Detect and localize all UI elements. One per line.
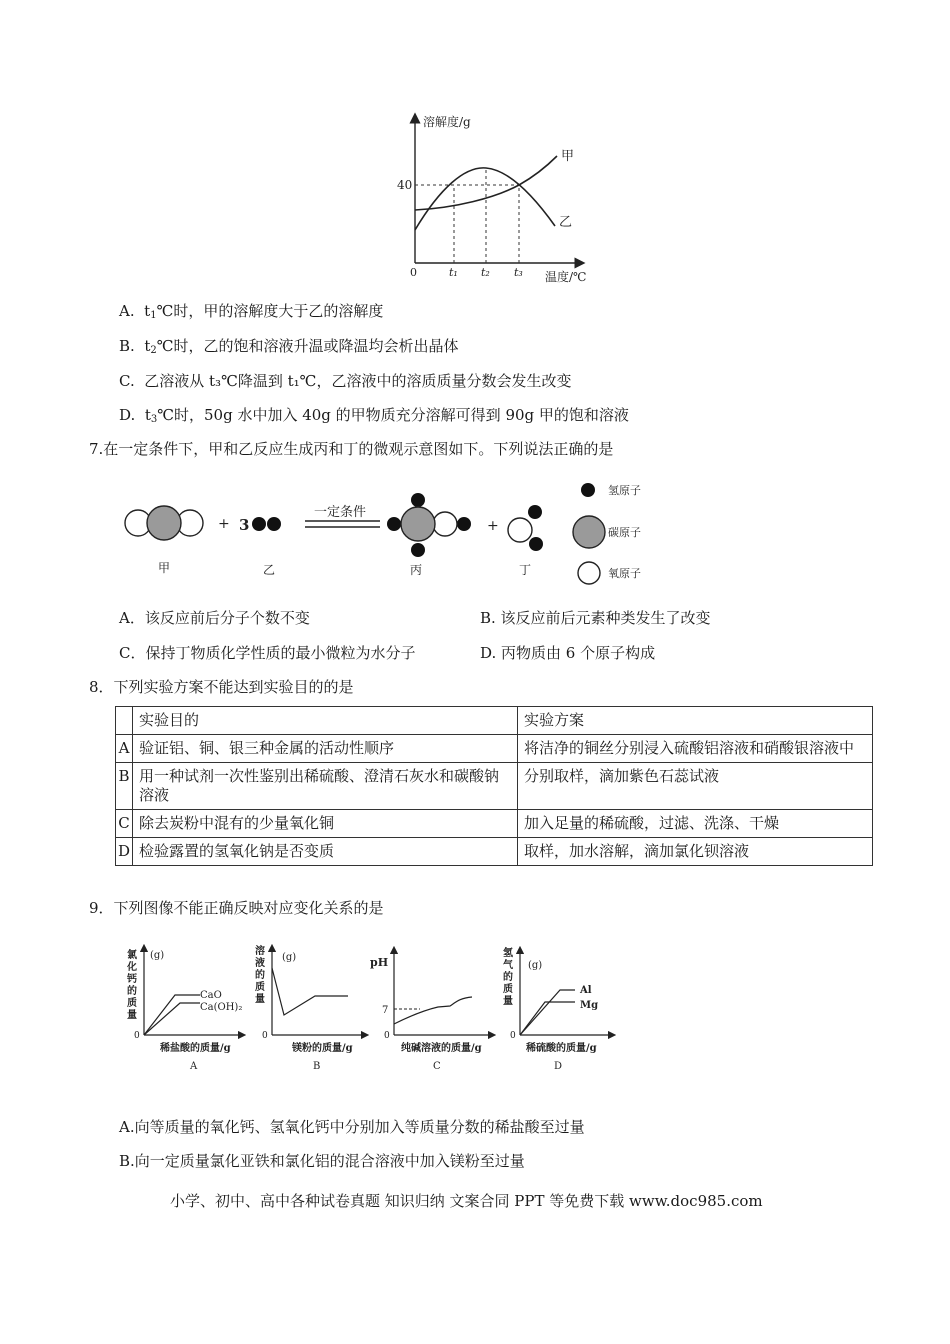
table-header-key <box>116 707 133 735</box>
table-row <box>116 838 873 866</box>
svg-text:气: 气 <box>503 960 513 971</box>
row-key: A <box>116 735 133 763</box>
molecule-yi <box>252 517 281 531</box>
solubility-graph <box>385 108 595 288</box>
svg-text:B: B <box>313 1061 321 1072</box>
label-jia: 甲 <box>561 149 575 164</box>
row-goal: 检验露置的氢氧化钠是否变质 <box>133 838 518 866</box>
svg-text:量: 量 <box>127 1010 137 1021</box>
x-tick-t3: t₃ <box>514 266 523 279</box>
name-jia: 甲 <box>158 561 171 575</box>
svg-text:(g): (g) <box>150 950 165 961</box>
q6-option-d: D. $t_3℃$时，50g 水中加入 40g 的甲物质充分溶解可得到 90g 甲的饱和溶液 <box>119 406 629 425</box>
svg-text:D: D <box>554 1061 563 1072</box>
table-header-plan: 实验方案 <box>518 707 873 735</box>
coef-3: 3 <box>239 516 250 534</box>
label-yi: 乙 <box>559 215 573 230</box>
svg-text:(g): (g) <box>528 960 543 971</box>
graph-b <box>255 944 365 1072</box>
legend-oxygen-label: 氧原子 <box>608 567 641 580</box>
table-header-goal: 实验目的 <box>133 707 518 735</box>
row-plan: 将洁净的铜丝分别浸入硫酸铝溶液和硝酸银溶液中 <box>518 735 873 763</box>
x-tick-t1: t₁ <box>449 266 458 279</box>
svg-text:量: 量 <box>255 994 265 1005</box>
row-key: B <box>116 763 133 810</box>
series-al: Al <box>580 985 592 996</box>
svg-text:氯: 氯 <box>127 950 137 961</box>
row-goal: 验证铝、铜、银三种金属的活动性顺序 <box>133 735 518 763</box>
svg-text:质: 质 <box>127 998 137 1009</box>
series-cao: CaO <box>200 990 222 1001</box>
q9-option-a: A.向等质量的氧化钙、氢氧化钙中分别加入等质量分数的稀盐酸至过量 <box>119 1118 585 1136</box>
svg-text:纯碱溶液的质量/g: 纯碱溶液的质量/g <box>401 1043 482 1054</box>
x-axis-label: 温度/℃ <box>545 270 587 284</box>
svg-text:C: C <box>433 1061 441 1072</box>
q7-option-d: D. 丙物质由 6 个原子构成 <box>480 644 656 662</box>
svg-text:0: 0 <box>134 1031 140 1041</box>
condition-label: 一定条件 <box>314 505 367 520</box>
svg-text:的: 的 <box>255 970 265 981</box>
svg-text:钙: 钙 <box>127 974 137 985</box>
legend-carbon-label: 碳原子 <box>608 526 641 539</box>
graph-a <box>126 948 242 1072</box>
y-axis-label: 溶解度/g <box>423 115 471 129</box>
svg-text:液: 液 <box>255 958 265 969</box>
row-plan: 分别取样，滴加紫色石蕊试液 <box>518 763 873 810</box>
q8-stem: 8．下列实验方案不能达到实验目的的是 <box>89 678 354 696</box>
svg-text:氢: 氢 <box>503 948 513 959</box>
svg-text:量: 量 <box>503 996 513 1007</box>
table-row <box>116 763 873 810</box>
row-plan: 加入足量的稀硫酸，过滤、洗涤、干燥 <box>518 810 873 838</box>
molecule-jia <box>125 506 203 540</box>
legend <box>573 483 641 584</box>
q9-graphs <box>120 940 620 1080</box>
graph-d <box>503 946 612 1072</box>
row-plan: 取样，加水溶解，滴加氯化钡溶液 <box>518 838 873 866</box>
q6-option-c: C. 乙溶液从 t₃℃降温到 t₁℃，乙溶液中的溶质质量分数会发生改变 <box>119 372 572 390</box>
molecule-ding <box>508 505 543 551</box>
svg-text:pH: pH <box>370 956 389 969</box>
page-footer: 小学、初中、高中各种试卷真题 知识归纳 文案合同 PPT 等免费下载 www.doc985.com <box>170 1192 763 1210</box>
svg-text:化: 化 <box>127 962 137 973</box>
origin-label: 0 <box>410 266 417 279</box>
svg-text:0: 0 <box>510 1031 516 1041</box>
legend-carbon-atom <box>573 516 605 548</box>
svg-text:7: 7 <box>382 1005 389 1016</box>
svg-text:溶: 溶 <box>255 946 265 957</box>
svg-text:0: 0 <box>384 1031 390 1041</box>
svg-text:的: 的 <box>127 986 137 997</box>
svg-text:A: A <box>190 1061 198 1072</box>
legend-oxygen-atom <box>578 562 600 584</box>
q6-option-a: A. $t_1℃$时，甲的溶解度大于乙的溶解度 <box>119 302 384 321</box>
svg-text:质: 质 <box>255 982 265 993</box>
plus-1: + <box>218 516 230 532</box>
svg-text:0: 0 <box>262 1031 268 1041</box>
q7-option-b: B. 该反应前后元素种类发生了改变 <box>480 609 711 627</box>
svg-text:(g): (g) <box>282 952 297 963</box>
name-bing: 丙 <box>410 563 423 577</box>
svg-text:质: 质 <box>503 984 513 995</box>
q6-option-b: B. $t_2℃$时，乙的饱和溶液升温或降温均会析出晶体 <box>119 337 459 356</box>
row-goal: 用一种试剂一次性鉴别出稀硫酸、澄清石灰水和碳酸钠溶液 <box>133 763 518 810</box>
row-key: C <box>116 810 133 838</box>
svg-text:的: 的 <box>503 972 513 983</box>
q7-stem: 7.在一定条件下，甲和乙反应生成丙和丁的微观示意图如下。下列说法正确的是 <box>89 440 614 458</box>
y-tick-40: 40 <box>397 178 413 192</box>
q7-option-a: A．该反应前后分子个数不变 <box>119 609 310 627</box>
graph-c <box>370 950 492 1072</box>
plus-2: + <box>487 518 499 534</box>
q9-option-b: B.向一定质量氯化亚铁和氯化铝的混合溶液中加入镁粉至过量 <box>119 1152 525 1170</box>
row-goal: 除去炭粉中混有的少量氧化铜 <box>133 810 518 838</box>
x-tick-t2: t₂ <box>481 266 490 279</box>
series-caoh2: Ca(OH)₂ <box>200 1002 243 1013</box>
table-row <box>116 735 873 763</box>
svg-text:稀盐酸的质量/g: 稀盐酸的质量/g <box>160 1043 231 1054</box>
table-header-row <box>116 707 873 735</box>
series-mg: Mg <box>580 1000 599 1011</box>
row-key: D <box>116 838 133 866</box>
svg-text:镁粉的质量/g: 镁粉的质量/g <box>292 1043 353 1054</box>
svg-text:稀硫酸的质量/g: 稀硫酸的质量/g <box>526 1043 597 1054</box>
reaction-diagram <box>118 478 663 588</box>
name-ding: 丁 <box>519 563 532 577</box>
experiment-table <box>115 706 873 866</box>
q7-option-c: C．保持丁物质化学性质的最小微粒为水分子 <box>119 644 416 662</box>
name-yi: 乙 <box>263 563 276 577</box>
q9-stem: 9．下列图像不能正确反映对应变化关系的是 <box>89 899 384 917</box>
molecule-bing <box>387 493 471 557</box>
legend-hydrogen-label: 氢原子 <box>608 484 641 497</box>
legend-hydrogen-atom <box>581 483 595 497</box>
table-row <box>116 810 873 838</box>
